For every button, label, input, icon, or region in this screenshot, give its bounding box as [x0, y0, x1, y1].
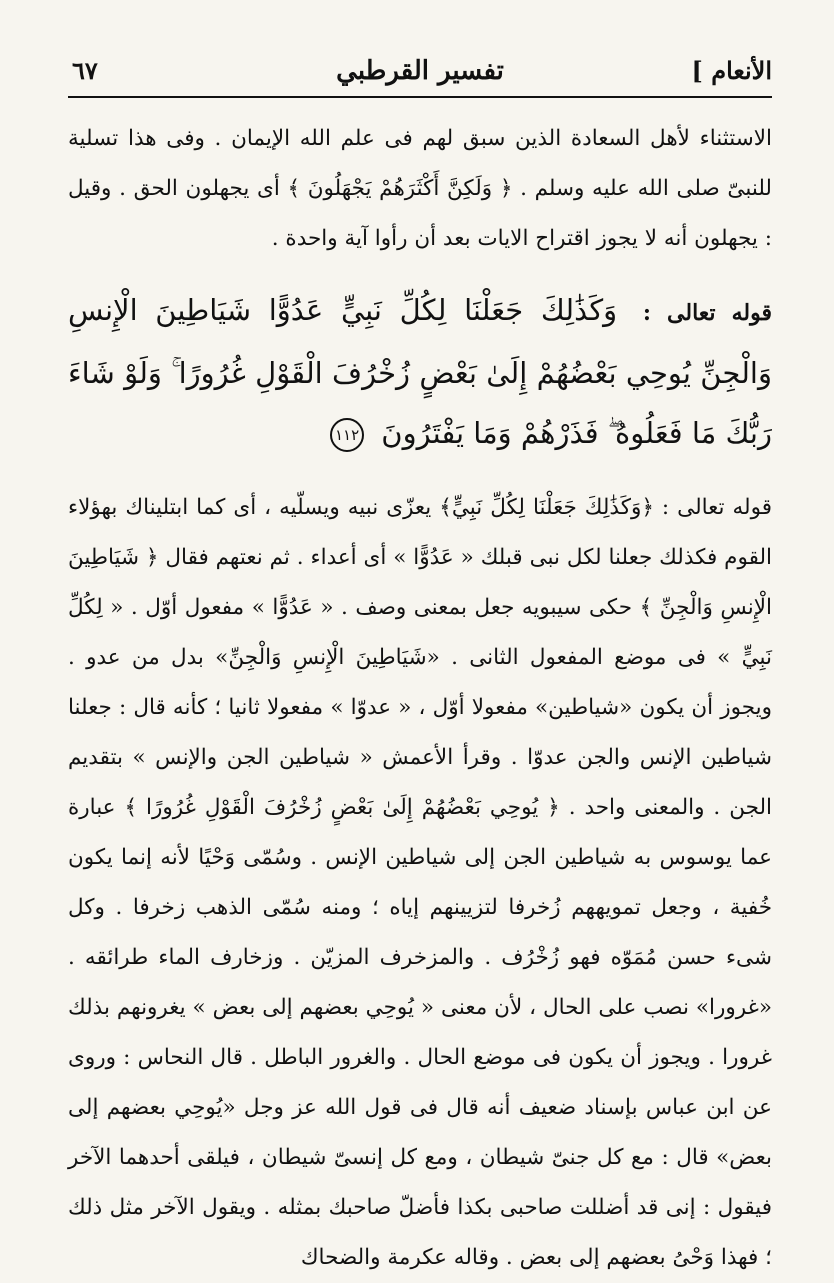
ayah-number-badge: ١١٢ — [330, 418, 364, 452]
verse-text: وَكَذَٰلِكَ جَعَلْنَا لِكُلِّ نَبِيٍّ عَدُوًّا شَيَاطِينَ الْإِنسِ وَالْجِنِّ يُوحِي بَعْضُهُمْ إِلَىٰ بَعْضٍ زُخْرُفَ الْقَوْلِ غُرُورًا ۚ وَلَوْ شَاءَ رَبُّكَ مَا فَعَلُوهُ ۖ فَذَرْهُمْ وَمَا يَفْتَرُونَ — [68, 293, 772, 450]
book-title: تفسير القرطبي — [336, 56, 504, 86]
page-body — [68, 114, 772, 1283]
running-header — [68, 52, 772, 98]
verse-intro: قوله تعالى : — [642, 300, 772, 326]
quran-verse — [68, 280, 772, 463]
paragraph-intro: الاستثناء لأهل السعادة الذين سبق لهم فى علم الله الإيمان . وفى هذا تسلية للنبىّ صلى الله عليه وسلم . ﴿ وَلَكِنَّ أَكْثَرَهُمْ يَجْهَلُونَ ﴾ أى يجهلون الحق . وقيل : يجهلون أنه لا يجوز اقتراح الايات بعد أن رأوا آية واحدة . — [68, 126, 772, 251]
page-number: ٦٧ — [72, 56, 98, 85]
surah-name: الأنعام ] — [691, 56, 772, 85]
paragraph-commentary: قوله تعالى : ﴿وَكَذَٰلِكَ جَعَلْنَا لِكُلِّ نَبِيٍّ﴾ يعزّى نبيه ويسلّيه ، أى كما ابتليناك بهؤلاء القوم فكذلك جعلنا لكل نبى قبلك « عَدُوًّا » أى أعداء . ثم نعتهم فقال ﴿ شَيَاطِينَ الْإِنسِ وَالْجِنِّ ﴾ حكى سيبويه جعل بمعنى وصف . « عَدُوًّا » مفعول أوّل . « لِكُلِّ نَبِيٍّ » فى موضع المفعول الثانى . «شَيَاطِينَ الْإِنسِ وَالْجِنِّ» بدل من عدو . ويجوز أن يكون «شياطين» مفعولا أوّل ، « عدوّا » مفعولا ثانيا ؛ كأنه قال : جعلنا شياطين الإنس والجن عدوّا . وقرأ الأعمش « شياطين الجن والإنس » بتقديم الجن . والمعنى واحد . ﴿ يُوحِي بَعْضُهُمْ إِلَىٰ بَعْضٍ زُخْرُفَ الْقَوْلِ غُرُورًا ﴾ عبارة عما يوسوس به شياطين الجن إلى شياطين الإنس . وسُمّى وَحْيًا لأنه إنما يكون خُفية ، وجعل تمويههم زُخرفا لتزيينهم إياه ؛ ومنه سُمّى الذهب زخرفا . وكل شىء حسن مُمَوّه فهو زُخْرُف . والمزخرف المزيّن . وزخارف الماء طرائقه . «غرورا» نصب على الحال ، لأن معنى « يُوحِي بعضهم إلى بعض » يغرونهم بذلك غرورا . ويجوز أن يكون فى موضع الحال . والغرور الباطل . قال النحاس : وروى عن ابن عباس بإسناد ضعيف أنه قال فى قول الله عز وجل «يُوحِي بعضهم إلى بعض» قال : مع كل جنىّ شيطان ، ومع كل إنسىّ شيطان ، فيلقى أحدهما الآخر فيقول : إنى قد أضللت صاحبى بكذا فأضلّ صاحبك بمثله . ويقول الآخر مثل ذلك ؛ فهذا وَحْىُ بعضهم إلى بعض . وقاله عكرمة والضحاك — [68, 495, 772, 1270]
